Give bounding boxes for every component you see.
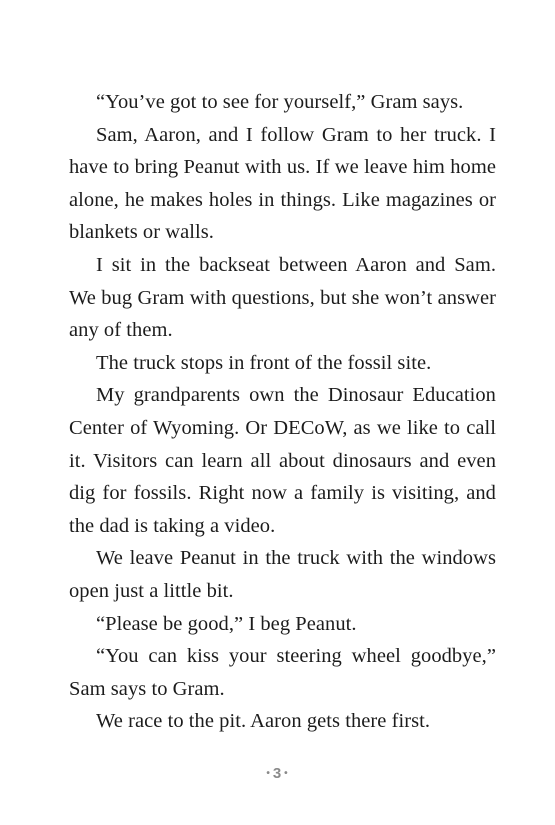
paragraph-2: Sam, Aaron, and I follow Gram to her truck. I have to bring Peanut with us. If we leave him home alone, he makes holes in things. Like magazines or blankets or walls. — [69, 123, 496, 244]
paragraph-7: “Please be good,” I beg Peanut. — [96, 612, 357, 635]
folio-left-dot: • — [266, 768, 271, 779]
paragraph-6: We leave Peanut in the truck with the windows open just a little bit. — [69, 547, 496, 602]
page-number: 3 — [272, 765, 283, 782]
page-number-folio — [0, 765, 555, 782]
paragraph-4: The truck stops in front of the fossil site. — [96, 351, 432, 374]
folio-right-dot: • — [284, 768, 289, 779]
paragraph-1: “You’ve got to see for yourself,” Gram says. — [96, 91, 464, 113]
paragraph-5: My grandparents own the Dinosaur Education Center of Wyoming. Or DECoW, as we like to call it. Visitors can learn all about dinosaurs and even dig for fossils. Right now a family is visiting, and the dad is taking a video. — [69, 384, 496, 537]
page-body — [69, 86, 496, 738]
paragraph-3: I sit in the backseat between Aaron and Sam. We bug Gram with questions, but she won’t answer any of them. — [69, 253, 496, 342]
paragraph-9: We race to the pit. Aaron gets there first. — [96, 710, 431, 733]
paragraph-8: “You can kiss your steering wheel goodbye,” Sam says to Gram. — [69, 645, 496, 700]
